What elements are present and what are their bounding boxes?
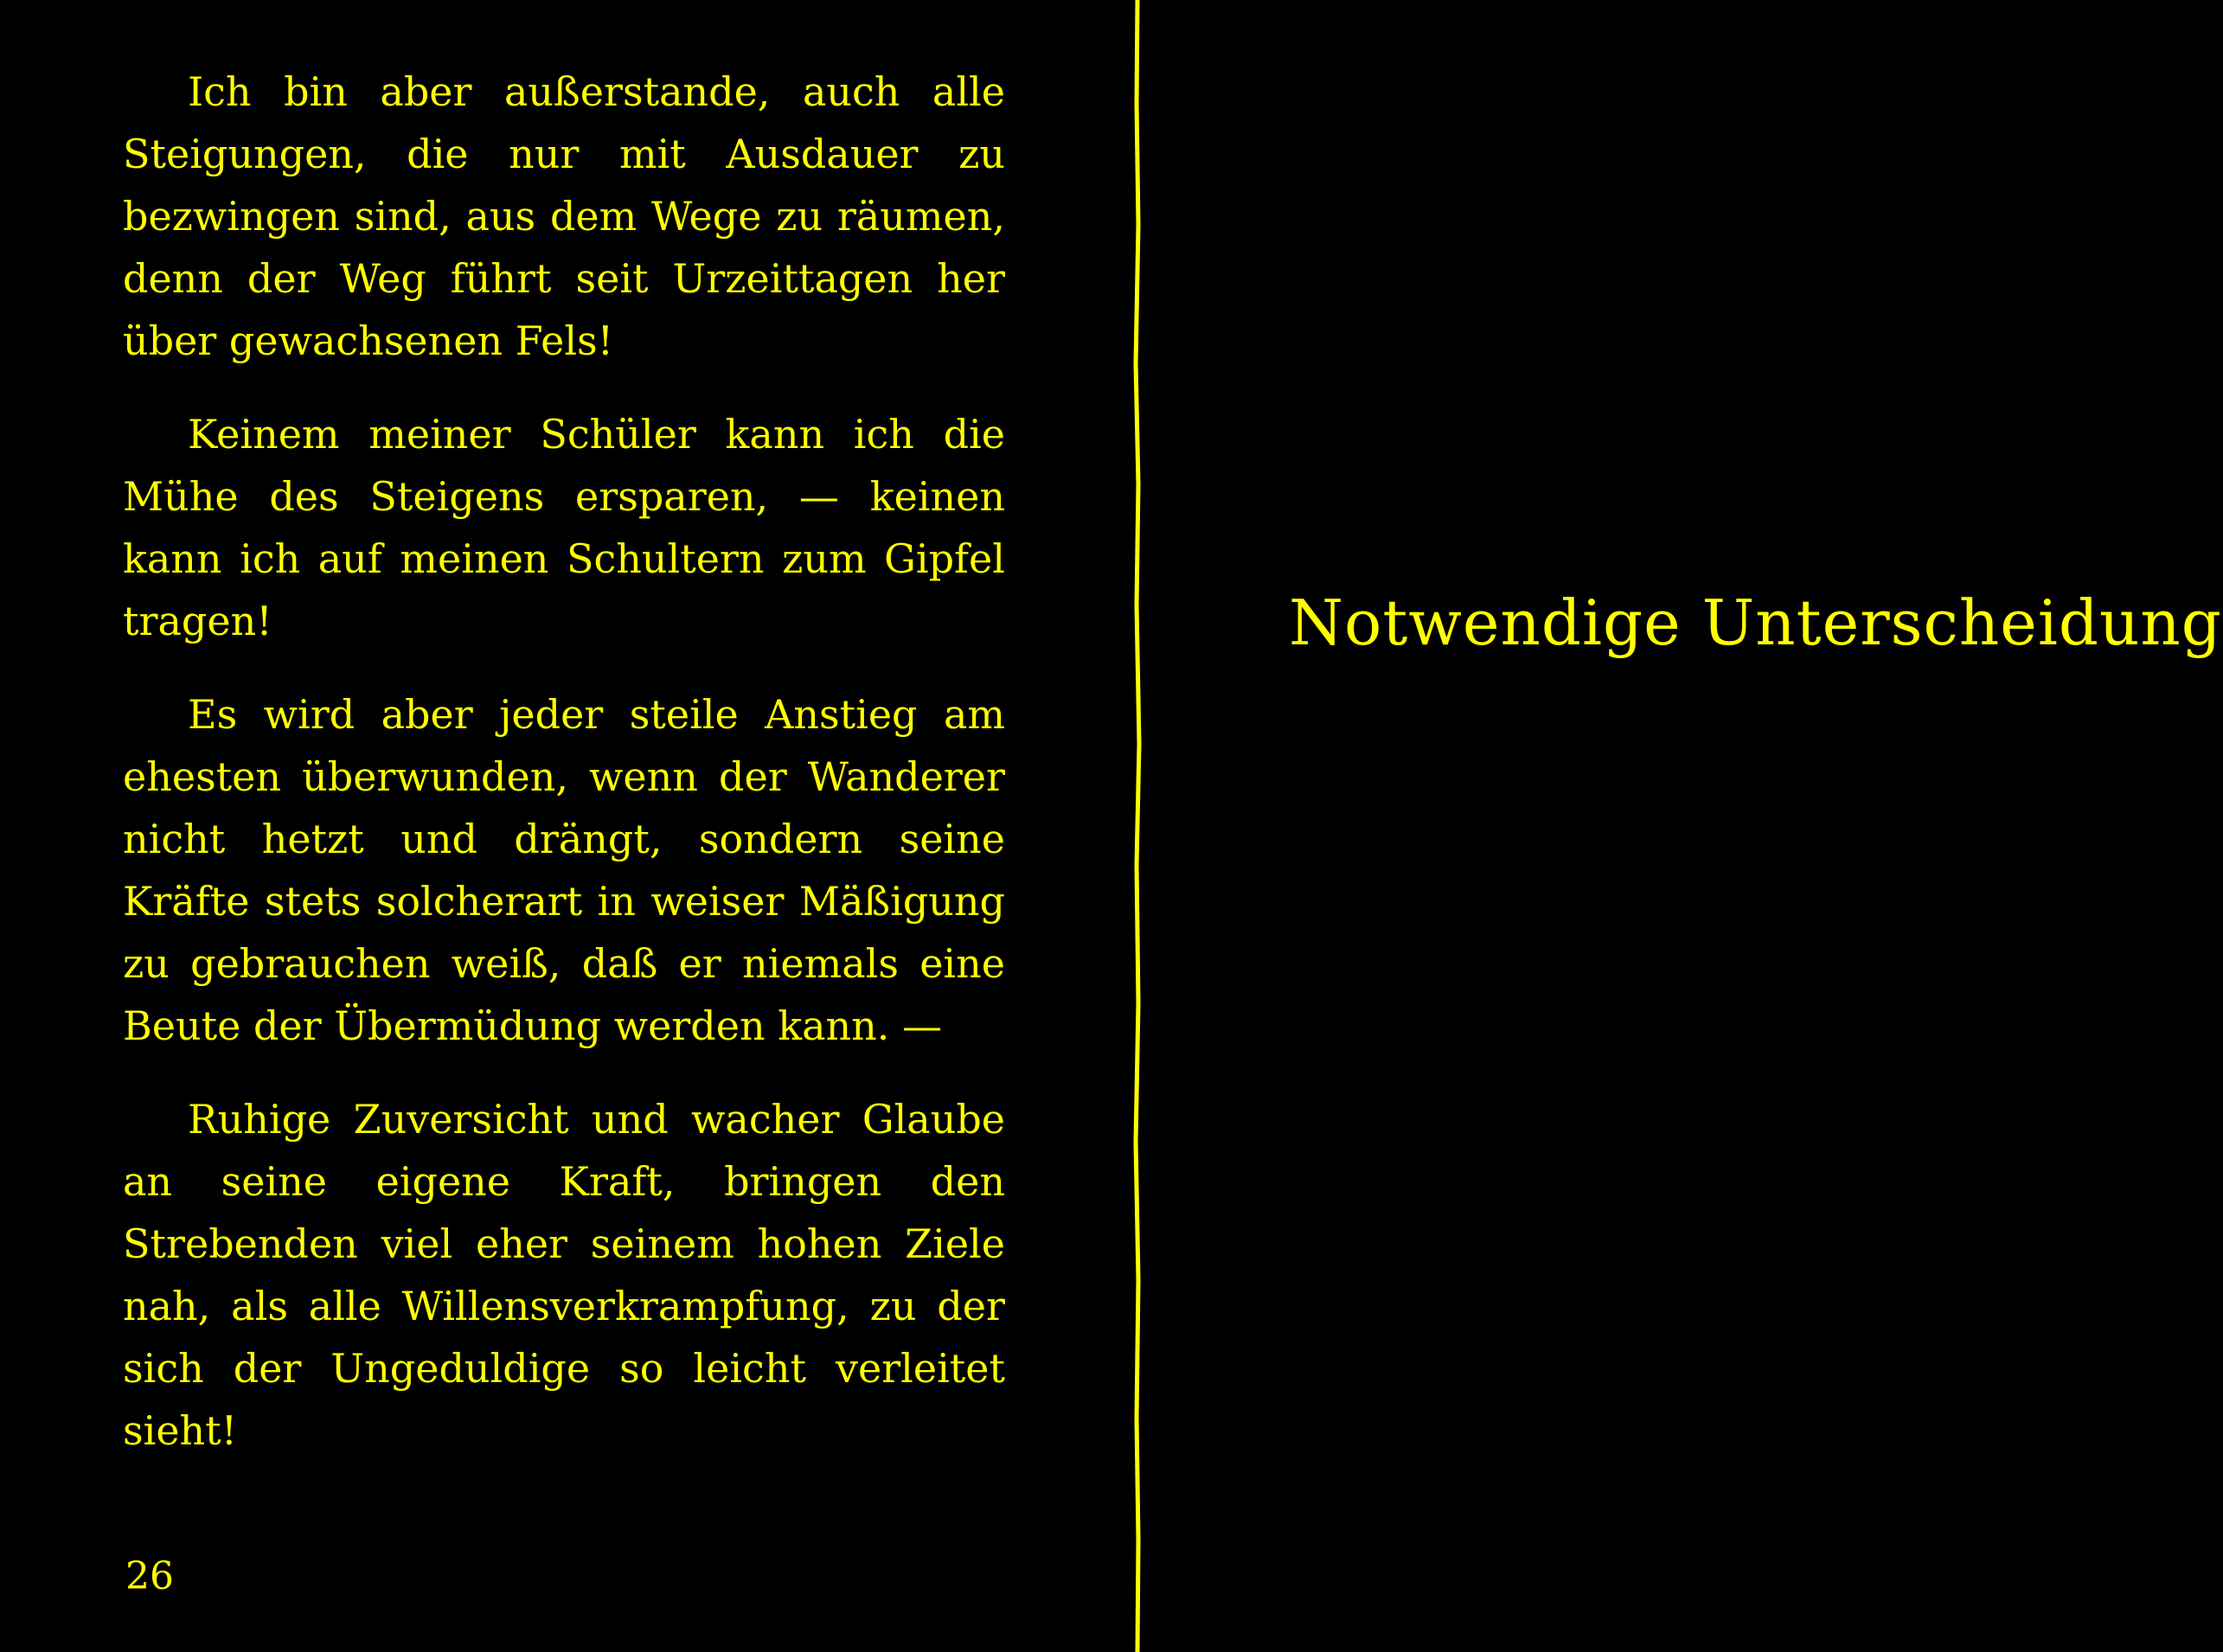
paragraph-2: Keinem meiner Schüler kann ich die Mühe des Steigens ersparen, — keinen kann ich auf meinen Schultern zum Gipfel tragen! bbox=[123, 411, 1005, 644]
chapter-title: Notwendige Unterscheidung bbox=[1289, 586, 2222, 659]
paragraph-1: Ich bin aber außerstande, auch alle Steigungen, die nur mit Ausdauer zu bezwingen sind, aus dem Wege zu räumen, denn der Weg führt seit Urzeittagen her über gewachsenen Fels! bbox=[123, 68, 1005, 364]
body-text bbox=[123, 61, 1005, 1493]
paragraph-4: Ruhige Zuversicht und wacher Glaube an seine eigene Kraft, bringen den Strebenden viel eher seinem hohen Ziele nah, als alle Willensverkrampfung, zu der sich der Ungeduldige so leicht verleitet sieht! bbox=[123, 1096, 1005, 1454]
page-number: 26 bbox=[125, 1554, 174, 1598]
paragraph-3: Es wird aber jeder steile Anstieg am ehesten überwunden, wenn der Wanderer nicht hetzt und drängt, sondern seine Kräfte stets solcherart in weiser Mäßigung zu gebrauchen weiß, daß er niemals eine Beute der Übermüdung werden kann. — bbox=[123, 691, 1005, 1049]
right-page bbox=[1142, 0, 2223, 1652]
